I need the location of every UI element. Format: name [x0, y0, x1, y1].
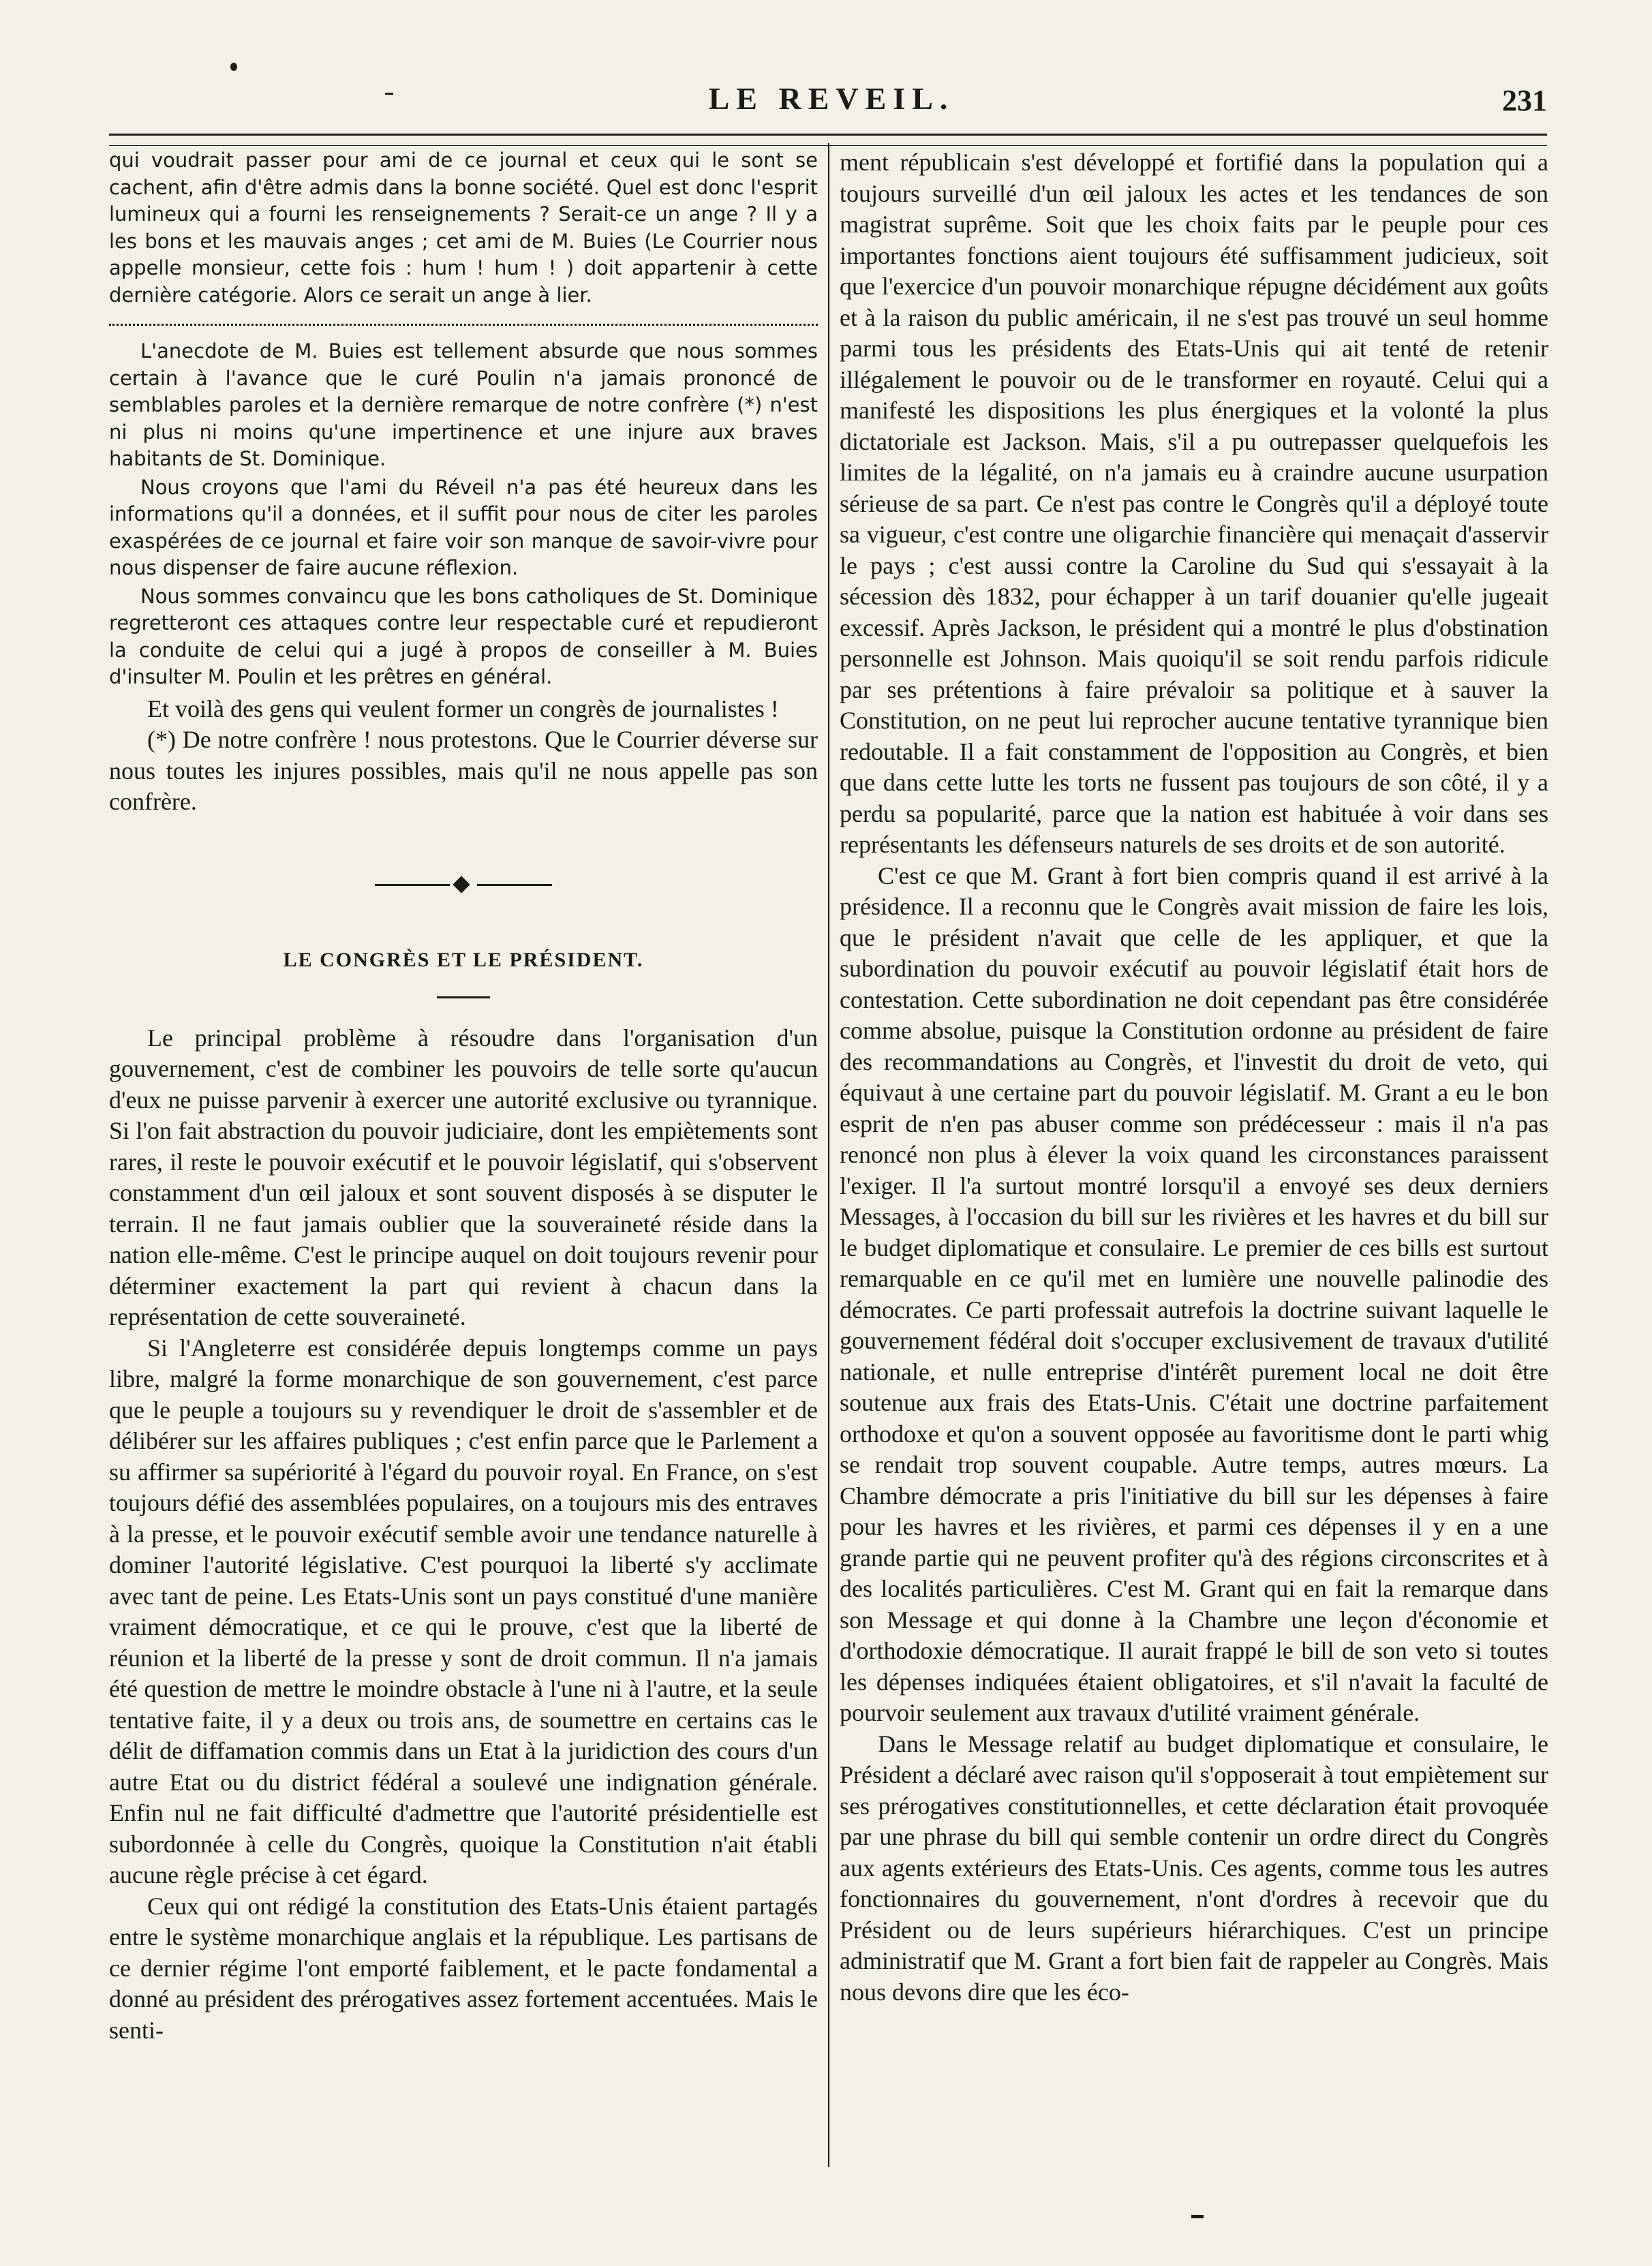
quoted-paragraph: Nous sommes convaincu que les bons catholiques de St. Dominique regretteront ces attaques contre leur respectable curé et repudieront la conduite de celui qui a jugé à propos de conseiller à M. Buies d'insulter M. Poulin et les prêtres en général.	[109, 584, 818, 688]
article-paragraph: Ceux qui ont rédigé la constitution des Etats-Unis étaient partagés entre le système monarchique anglais et la république. Les partisans de ce dernier régime l'ont emporté faiblement, et le pacte fondamental a donné au président des prérogatives assez fortement accentuées. Mais le senti-	[109, 1892, 818, 2044]
article-title: LE CONGRÈS ET LE PRÉSIDENT.	[283, 948, 644, 971]
continued-paragraph: qui voudrait passer pour ami de ce journal et ceux qui le sont se cachent, afin d'être admis dans la bonne société. Quel est donc l'esprit lumineux qui a fourni les renseignements ? Serait-ce un ange ? Il y a les bons et les mauvais anges ; cet ami de M. Buies (Le Courrier nous appelle monsieur, cette fois : hum ! hum ! ) doit appartenir à cette dernière catégorie. Alors ce serait un ange à lier.	[109, 149, 818, 307]
editor-remark: Et voilà des gens qui veulent former un congrès de journalistes !	[147, 694, 779, 722]
right-column	[840, 147, 1548, 2008]
column-divider	[828, 143, 829, 2167]
ink-speck	[1191, 2215, 1204, 2218]
title-rule	[437, 996, 490, 998]
quoted-paragraph: L'anecdote de M. Buies est tellement absurde que nous sommes certain à l'avance que le curé Poulin n'a jamais prononcé de semblables paroles et la dernière remarque de notre confrère (*) n'est ni plus ni moins qu'une impertinence et une injure aux braves habitants de St. Dominique.	[109, 339, 818, 470]
article-paragraph: Si l'Angleterre est considérée depuis longtemps comme un pays libre, malgré la forme monarchique de son gouvernement, c'est parce que le peuple a toujours su y revendiquer le droit de s'assembler et de délibérer sur les affaires publiques ; c'est enfin parce que le Parlement a su affirmer sa supériorité à l'égard du pouvoir royal. En France, on s'est toujours défié des assemblées populaires, on a toujours mis des entraves à la presse, et le pouvoir exécutif semble avoir une tendance naturelle à dominer l'autorité législative. C'est pourquoi la liberté s'y acclimate avec tant de peine. Les Etats-Unis sont un pays constitué d'une manière vraiment démocratique, et ce qui le prouve, c'est que la liberté de réunion et la liberté de la presse y sont de droit commun. Il n'a jamais été question de mettre le moindre obstacle à l'une ni à l'autre, et la seule tentative faite, il y a deux ou trois ans, de soumettre en certains cas le délit de diffamation commis dans un Etat à la juridiction des cours d'un autre Etat ou du district fédéral a soulevé une indignation générale. Enfin nul ne fait difficulté d'admettre que l'autorité présidentielle est subordonnée à celle du Congrès, quoique la Constitution n'ait établi aucune règle précise à cet égard.	[109, 1334, 818, 1888]
running-head	[109, 80, 1554, 128]
ornament-diamond	[453, 876, 470, 893]
footnote-remark: (*) De notre confrère ! nous protestons. Que le Courrier déverse sur nous toutes les injures possibles, mais qu'il ne nous appelle pas son confrère.	[109, 726, 818, 815]
quoted-paragraph: Nous croyons que l'ami du Réveil n'a pas été heureux dans les informations qu'il a données, et il suffit pour nous de citer les paroles exaspérées de ce journal et faire voir son manque de savoir-vivre pour nous dispenser de faire aucune réflexion.	[109, 475, 818, 579]
article-paragraph: Le principal problème à résoudre dans l'organisation d'un gouvernement, c'est de combiner les pouvoirs de telle sorte qu'aucun d'eux ne puisse parvenir à exercer une autorité exclusive ou tyrannique. Si l'on fait abstraction du pouvoir judiciaire, dont les empiètements sont rares, il reste le pouvoir exécutif et le pouvoir législatif, qui s'observent constamment d'un œil jaloux et sont souvent disposés à se disputer le terrain. Il ne faut jamais oublier que la souveraineté réside dans la nation elle-même. C'est le principe auquel on doit toujours revenir pour déterminer exactement la part qui revient à chacun dans la représentation de cette souveraineté.	[109, 1024, 818, 1330]
page-number: 231	[1502, 84, 1547, 117]
ink-speck	[230, 63, 237, 71]
article-paragraph: ment républicain s'est développé et fortifié dans la population qui a toujours surveillé d'un œil jaloux les actes et les tendances de son magistrat suprême. Soit que les choix faits par le peuple pour ces importantes fonctions aient toujours été suffisamment judicieux, soit que l'exercice d'un pouvoir monarchique répugne décidément aux goûts et à la raison du public américain, il ne s'est pas trouvé un seul homme parmi tous les présidents des Etats-Unis qui ait tenté de retenir illégalement le pouvoir ou de le transformer en royauté. Celui qui a manifesté les dispositions les plus énergiques et la volonté la plus dictatoriale est Jackson. Mais, s'il a pu outrepasser quelquefois les limites de la légalité, on n'a jamais eu à craindre aucune usurpation sérieuse de sa part. Ce n'est pas contre le Congrès qu'il a déployé toute sa vigueur, c'est contre une oligarchie financière qui menaçait d'asservir le pays ; c'est aussi contre la Caroline du Sud qui s'essayait à la sécession dès 1832, pour échapper à un tarif douanier qu'elle jugeait excessif. Après Jackson, le président qui a montré le plus d'obstination personnelle est Johnson. Mais quoiqu'il se soit rendu parfois ridicule par ses prétentions à faire prévaloir sa politique et à sauver la Constitution, on ne peut lui reprocher aucune tentative tyrannique bien redoutable. Il a fait constamment de l'opposition au Congrès, et bien que dans cette lutte les torts ne fussent pas toujours de son côté, il y a perdu sa popularité, parce que la nation est habituée à voir dans ses représentants les défenseurs naturels de ses droits et de son autorité.	[840, 149, 1548, 858]
left-column	[109, 147, 818, 2046]
section-ornament	[375, 878, 552, 891]
article-paragraph: Dans le Message relatif au budget diplomatique et consulaire, le Président a déclaré avec raison qu'il s'opposerait à tout empiètement sur ses prérogatives constitutionnelles, et cette déclaration était provoquée par une phrase du bill qui semble contenir un ordre direct du Congrès aux agents extérieurs des Etats-Unis. Ces agents, comme tous les autres fonctionnaires du gouvernement, n'ont d'ordres à recevoir que du Président ou de leurs supérieurs hiérarchiques. C'est un principe administratif que M. Grant a fort bien fait de rappeler au Congrès. Mais nous devons dire que les éco-	[840, 1730, 1548, 2006]
ornament-line	[477, 884, 552, 886]
ornament-line	[375, 884, 450, 886]
dotted-separator	[109, 324, 818, 326]
article-paragraph: C'est ce que M. Grant à fort bien compris quand il est arrivé à la présidence. Il a reconnu que le Congrès avait mission de faire les lois, que le président n'avait que celle de les appliquer, et que la subordination du pouvoir exécutif au pouvoir législatif était hors de contestation. Cette subordination ne doit cependant pas être considérée comme absolue, puisque la Constitution ordonne au président de faire des recommandations au Congrès, et l'investit du droit de veto, qui équivaut à une certaine part du pouvoir législatif. M. Grant a eu le bon esprit de n'en pas abuser comme son prédécesseur : mais il n'a pas renoncé non plus à élever la voix quand les circonstances paraissent l'exiger. Il l'a surtout montré lorsqu'il a envoyé ses deux derniers Messages, à l'occasion du bill sur les rivières et les havres et du bill sur le budget diplomatique et consulaire. Le premier de ces bills est surtout remarquable en ce qu'il met en lumière une nouvelle palinodie des démocrates. Ce parti professait autrefois la doctrine suivant laquelle le gouvernement fédéral doit s'occuper exclusivement de travaux d'utilité nationale, et nulle entreprise d'intérêt purement local ne doit être soutenue aux frais des Etats-Unis. C'était une doctrine parfaitement orthodoxe et qu'on a souvent opposée au favoritisme dont le parti whig se rendait trop souvent coupable. Autre temps, autres mœurs. La Chambre démocrate a pris l'initiative du bill sur les dépenses à faire pour les havres et les rivières, et parmi ces dépenses il y en a une grande partie qui ne peuvent profiter qu'à des régions circonscrites et à des localités particulières. C'est M. Grant qui en fait la remarque dans son Message et qui donne à la Chambre une leçon d'économie et d'orthodoxie démocratique. Il aurait frappé le bill de son veto si toutes les dépenses indiquées étaient obligatoires, et s'il n'avait la faculté de pourvoir seulement aux travaux d'utilité vraiment générale.	[840, 861, 1548, 1726]
journal-title: LE REVEIL.	[708, 81, 955, 116]
